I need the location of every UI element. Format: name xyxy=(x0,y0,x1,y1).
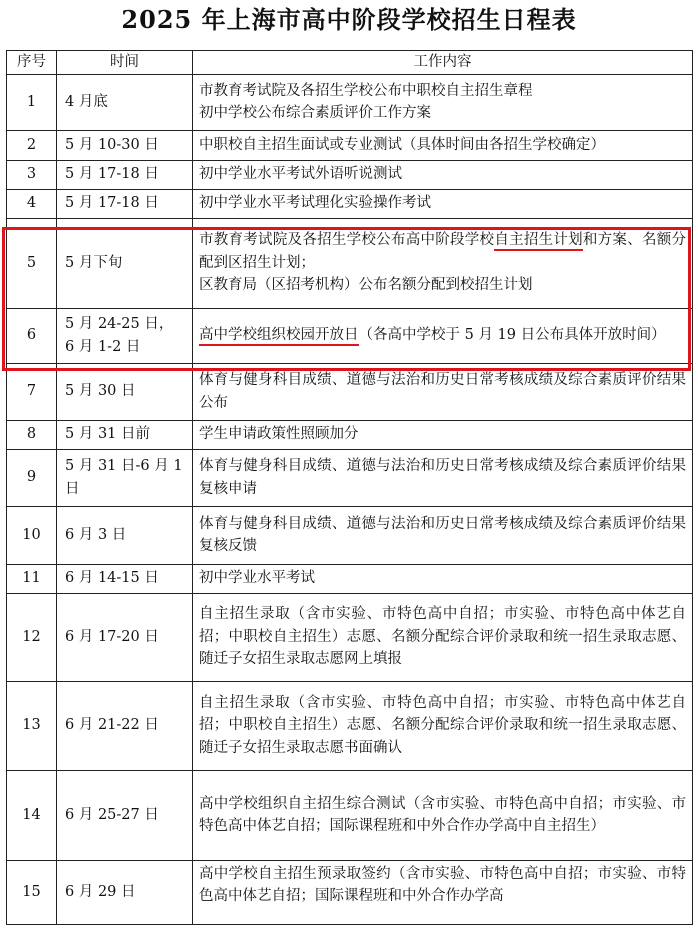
row-number: 6 xyxy=(7,308,57,363)
row-time xyxy=(57,189,193,218)
content-text: 学生申请政策性照顾加分 xyxy=(199,426,359,443)
table-row xyxy=(7,681,693,770)
time-line: 4 月底 xyxy=(65,93,108,110)
header-content: 工作内容 xyxy=(193,51,693,75)
time-line: 5 月 30 日 xyxy=(65,383,136,400)
row-number: 1 xyxy=(7,74,57,130)
table-row-highlighted xyxy=(7,308,693,363)
document-title: 2025 年上海市高中阶段学校招生日程表 xyxy=(121,5,577,34)
row-number: 9 xyxy=(7,449,57,506)
content-line: 初中学校公布综合素质评价工作方案 xyxy=(199,105,431,121)
row-content xyxy=(193,160,693,189)
content-text: 体育与健身科目成绩、道德与法治和历史日常考核成绩及综合素质评价结果复核反馈 xyxy=(199,515,686,554)
table-row xyxy=(7,189,693,218)
row-time xyxy=(57,564,193,593)
time-line: 6 月 29 日 xyxy=(65,883,136,900)
row-content xyxy=(193,593,693,681)
time-line: 6 月 14-15 日 xyxy=(65,570,159,587)
row-content xyxy=(193,449,693,506)
content-line: 中职校自主招生面试或专业测试（具体时间由各招生学校确定） xyxy=(199,136,605,153)
content-text: 高中学校自主招生预录取签约（含市实验、市特色高中自招；市实验、市特色高中体艺自招；国际课程班和中外合作办学高 xyxy=(199,865,686,904)
table-row xyxy=(7,130,693,160)
row-time xyxy=(57,506,193,564)
row-number: 2 xyxy=(7,130,57,160)
time-line: 6 月 21-22 日 xyxy=(65,717,159,734)
row-content xyxy=(193,860,693,924)
content-text: 体育与健身科目成绩、道德与法治和历史日常考核成绩及综合素质评价结果复核申请 xyxy=(199,458,686,497)
table-header-row xyxy=(7,51,693,75)
table-row-highlighted xyxy=(7,218,693,308)
table-row xyxy=(7,74,693,130)
row-time xyxy=(57,860,193,924)
row-number: 5 xyxy=(7,218,57,308)
row-time xyxy=(57,593,193,681)
underlined-phrase: 高中学校组织校园开放日 xyxy=(199,327,359,346)
table-row xyxy=(7,770,693,860)
content-text: 体育与健身科目成绩、道德与法治和历史日常考核成绩及综合素质评价结果公布 xyxy=(199,372,686,411)
time-line: 5 月 24-25 日， xyxy=(65,316,174,332)
row-time xyxy=(57,74,193,130)
row-content xyxy=(193,74,693,130)
schedule-table xyxy=(6,50,693,925)
time-line: 5 月 10-30 日 xyxy=(65,136,159,153)
time-line: 6 月 25-27 日 xyxy=(65,806,159,823)
row-time xyxy=(57,130,193,160)
time-line: 5 月 31 日前 xyxy=(65,426,151,443)
row-number: 8 xyxy=(7,420,57,449)
table-row xyxy=(7,860,693,924)
row-content xyxy=(193,308,693,363)
row-number: 3 xyxy=(7,160,57,189)
row-number: 14 xyxy=(7,770,57,860)
time-line: 5 月 31 日-6 月 1 日 xyxy=(65,458,183,497)
row-number: 4 xyxy=(7,189,57,218)
content-text: 自主招生录取（含市实验、市特色高中自招；市实验、市特色高中体艺自招；中职校自主招生）志愿、名额分配综合评价录取和统一招生录取志愿、随迁子女招生录取志愿网上填报 xyxy=(199,606,686,668)
row-number: 12 xyxy=(7,593,57,681)
row-content xyxy=(193,130,693,160)
row-number: 7 xyxy=(7,363,57,420)
row-time xyxy=(57,449,193,506)
header-time: 时间 xyxy=(57,51,193,75)
row-content xyxy=(193,420,693,449)
row-number: 13 xyxy=(7,681,57,770)
table-row xyxy=(7,449,693,506)
table-row xyxy=(7,420,693,449)
time-line: 5 月 17-18 日 xyxy=(65,166,159,183)
content-text: 高中学校组织自主招生综合测试（含市实验、市特色高中自招；市实验、市特色高中体艺自招；国际课程班和中外合作办学高中自主招生） xyxy=(199,795,686,834)
row-time xyxy=(57,770,193,860)
row-content xyxy=(193,681,693,770)
time-line: 5 月下旬 xyxy=(65,254,123,271)
row-time xyxy=(57,308,193,363)
row-content xyxy=(193,189,693,218)
content-line: 初中学业水平考试理化实验操作考试 xyxy=(199,195,431,212)
content-text: 初中学业水平考试 xyxy=(199,570,315,587)
time-line: 6 月 1-2 日 xyxy=(65,338,141,355)
content-text: （各高中学校于 5 月 19 日公布具体开放时间） xyxy=(358,327,666,344)
row-time xyxy=(57,218,193,308)
row-content xyxy=(193,506,693,564)
row-number: 15 xyxy=(7,860,57,924)
row-number: 11 xyxy=(7,564,57,593)
row-time xyxy=(57,160,193,189)
table-row xyxy=(7,160,693,189)
content-text: 自主招生录取（含市实验、市特色高中自招；市实验、市特色高中体艺自招；中职校自主招生）志愿、名额分配综合评价录取和统一招生录取志愿、随迁子女招生录取志愿书面确认 xyxy=(199,694,686,756)
table-row xyxy=(7,506,693,564)
content-line: 初中学业水平考试外语听说测试 xyxy=(199,166,402,183)
content-text: 市教育考试院及各招生学校公布高中阶段学校 xyxy=(199,232,495,249)
row-content xyxy=(193,363,693,420)
row-time xyxy=(57,363,193,420)
content-line: 区教育局（区招考机构）公布名额分配到校招生计划 xyxy=(199,277,533,294)
row-number: 10 xyxy=(7,506,57,564)
table-row xyxy=(7,564,693,593)
content-line: 市教育考试院及各招生学校公布中职校自主招生章程 xyxy=(199,82,533,99)
row-time xyxy=(57,681,193,770)
time-line: 6 月 17-20 日 xyxy=(65,628,159,645)
header-number: 序号 xyxy=(7,51,57,75)
content-text: 和方案、名额分配到区招生计划； xyxy=(199,232,686,271)
table-row xyxy=(7,363,693,420)
row-content xyxy=(193,564,693,593)
row-time xyxy=(57,420,193,449)
time-line: 5 月 17-18 日 xyxy=(65,195,159,212)
table-row xyxy=(7,593,693,681)
underlined-phrase: 自主招生计划 xyxy=(494,232,583,251)
row-content xyxy=(193,218,693,308)
time-line: 6 月 3 日 xyxy=(65,526,127,543)
row-content xyxy=(193,770,693,860)
